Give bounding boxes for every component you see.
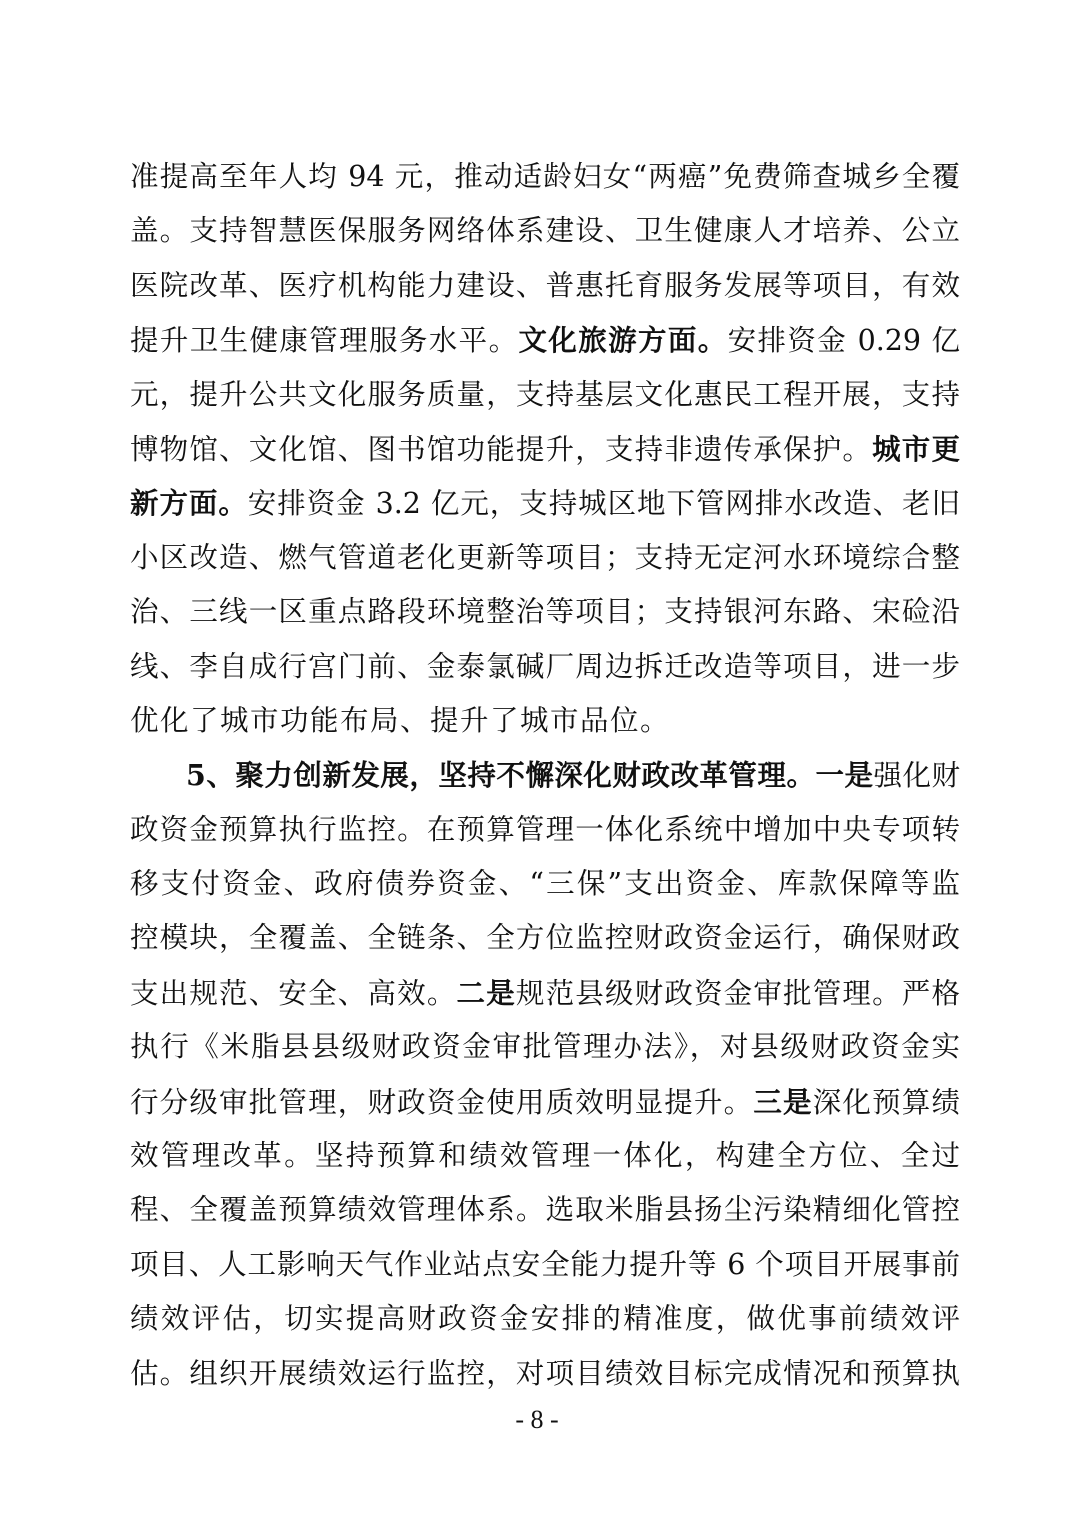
text-line: 控模块，全覆盖、全链条、全方位监控财政资金运行，确保财政 <box>130 921 960 955</box>
text-run: 安排资金 3.2 亿元，支持城区地下管网排水改造、老旧 <box>247 487 960 521</box>
text-line: 优化了城市功能布局、提升了城市品位。 <box>130 703 671 737</box>
text-line: 元，提升公共文化服务质量，支持基层文化惠民工程开展，支持 <box>130 377 960 411</box>
text-line: 治、三线一区重点路段环境整治等项目；支持银河东路、宋硷沿 <box>130 595 960 629</box>
page-number: - 8 - <box>515 1405 559 1434</box>
text-line <box>130 422 960 476</box>
text-line: 估。组织开展绩效运行监控，对项目绩效目标完成情况和预算执 <box>130 1356 960 1390</box>
text-run: 博物馆、文化馆、图书馆功能提升，支持非遗传承保护。 <box>130 432 873 466</box>
text-run: 规范县级财政资金审批管理。严格 <box>515 976 960 1010</box>
section-heading-culture-tourism: 文化旅游方面。 <box>518 323 728 358</box>
text-line: 准提高至年人均 94 元，推动适龄妇女“两癌”免费筛查城乡全覆 <box>130 160 960 193</box>
text-line: 移支付资金、政府债券资金、“三保”支出资金、库款保障等监 <box>130 867 960 901</box>
text-line: 效管理改革。坚持预算和绩效管理一体化，构建全方位、全过 <box>130 1139 960 1173</box>
text-line: 绩效评估，切实提高财政资金安排的精准度，做优事前绩效评 <box>130 1302 960 1336</box>
text-line: 执行《米脂县县级财政资金审批管理办法》，对县级财政资金实 <box>130 1030 960 1064</box>
text-line: 医院改革、医疗机构能力建设、普惠托育服务发展等项目，有效 <box>130 268 960 302</box>
item-marker-second: 二是 <box>456 975 516 1010</box>
text-line <box>130 748 960 802</box>
text-line: 政资金预算执行监控。在预算管理一体化系统中增加中央专项转 <box>130 812 960 846</box>
item-marker-third: 三是 <box>753 1084 813 1119</box>
section-heading-urban-renewal-cont: 新方面。 <box>130 486 248 521</box>
text-line: 程、全覆盖预算绩效管理体系。选取米脂县扬尘污染精细化管控 <box>130 1193 960 1227</box>
text-line: 盖。支持智慧医保服务网络体系建设、卫生健康人才培养、公立 <box>130 214 960 248</box>
text-line <box>130 1075 960 1129</box>
text-line <box>130 476 960 530</box>
text-line <box>130 966 960 1020</box>
text-line <box>130 313 960 367</box>
body-text <box>130 150 960 1401</box>
text-line: 线、李自成行宫门前、金泰氯碱厂周边拆迁改造等项目，进一步 <box>130 649 960 683</box>
text-run: 支出规范、安全、高效。 <box>130 976 457 1010</box>
text-run: 安排资金 0.29 亿 <box>727 324 960 358</box>
text-line: 小区改造、燃气管道老化更新等项目；支持无定河水环境综合整 <box>130 540 960 574</box>
section-heading-reform: 5、聚力创新发展，坚持不懈深化财政改革管理。一是 <box>186 758 874 793</box>
text-line: 项目、人工影响天气作业站点安全能力提升等 6 个项目开展事前 <box>130 1247 960 1281</box>
section-heading-urban-renewal: 城市更 <box>872 431 960 466</box>
text-run: 深化预算绩 <box>812 1085 960 1119</box>
text-run: 提升卫生健康管理服务水平。 <box>130 324 519 358</box>
text-run: 行分级审批管理，财政资金使用质效明显提升。 <box>130 1085 754 1119</box>
text-run: 强化财 <box>873 759 960 793</box>
